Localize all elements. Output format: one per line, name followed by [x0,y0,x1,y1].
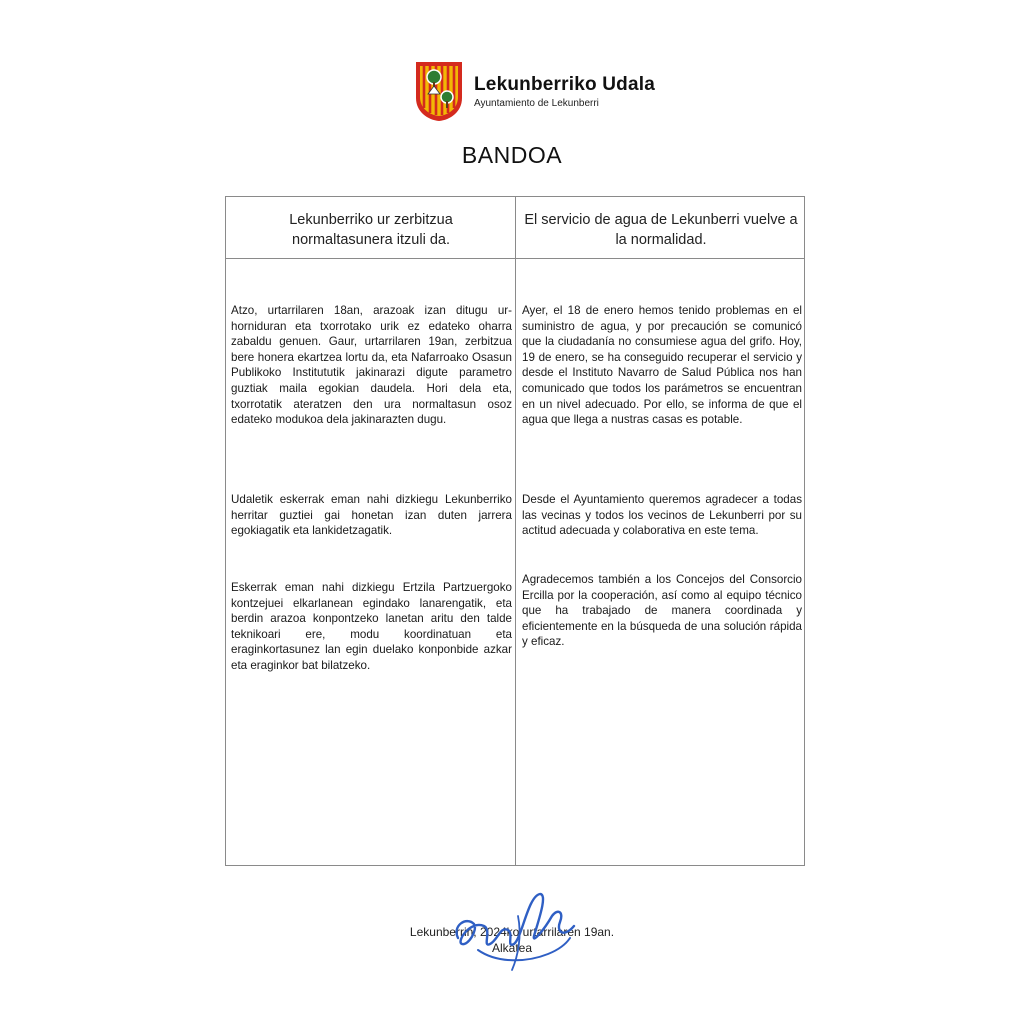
org-block [474,74,655,109]
paragraph-basque-3: Eskerrak eman nahi dizkiegu Ertzila Partzuergoko kontzejuei elkarlanean egindako lanarengatik, eta berdin arazoa konpontzeko lanetan aritu den talde teknikoari ere, modu koordinatuan eta eraginkortasunez lan egin duelako konponbide azkar eta eraginkor bat bilatzeko. [231,581,512,672]
bilingual-table [225,196,805,866]
paragraph-spanish-2: Desde el Ayuntamiento queremos agradecer a todas las vecinas y todos los vecinos de Lekunberri por su actitud adecuada y colaborativa en este tema. [522,493,802,538]
paragraph-basque-1: Atzo, urtarrilaren 18an, arazoak izan ditugu ur-horniduran eta txorrotako urik ez edateko oharra zabaldu genuen. Gaur, urtarrilaren 19an, zerbitzua bere honera ekartzea lortu da, eta Nafarroako Osasun Publikoko Institututik jakinarazi digute parametro guztiak maila egokian daudela. Hori dela eta, txorrotatik ateratzen den ura normaltasun osoz edateko modukoa dela jakinarazten dugu. [231,304,512,427]
heading-spanish: El servicio de agua de Lekunberri vuelve a la normalidad. [524,212,798,248]
letterhead [414,60,655,122]
column-divider [515,197,516,865]
header-divider [226,258,804,259]
paragraph-spanish-1: Ayer, el 18 de enero hemos tenido problemas en el suministro de agua, y por precaución se comunicó que la ciudadanía no consumiese agua del grifo. Hoy, 19 de enero, se ha conseguido recuperar el servicio y desde el Instituto Navarro de Salud Pública nos han comunicado que todos los parámetros se encuentran en un nivel adecuado. Por ello, se informa de que el agua que llega a nustras casas es potable. [522,304,802,427]
org-subtitle: Ayuntamiento de Lekunberri [474,97,599,109]
paragraph-basque-2: Udaletik eskerrak eman nahi dizkiegu Lekunberriko herritar guztiei gai honetan izan duten jarrera egokiagatik eta lankidetzagatik. [231,493,512,538]
document-title: BANDOA [461,142,563,168]
paragraph-spanish-3: Agradecemos también a los Concejos del Consorcio Ercilla por la cooperación, así como al equipo técnico que ha trabajado de manera coordinada y eficientemente en la búsqueda de una solución rápida y eficaz. [522,573,802,649]
signature-icon [448,886,588,976]
coat-of-arms-icon [414,60,464,122]
signer-role: Alkatea [491,941,533,955]
org-name: Lekunberriko Udala [474,73,655,95]
heading-basque: Lekunberriko ur zerbitzua normaltasunera itzuli da. [289,212,453,248]
place-date: Lekunberrin, 2024ko urtarrilaren 19an. [409,925,615,939]
